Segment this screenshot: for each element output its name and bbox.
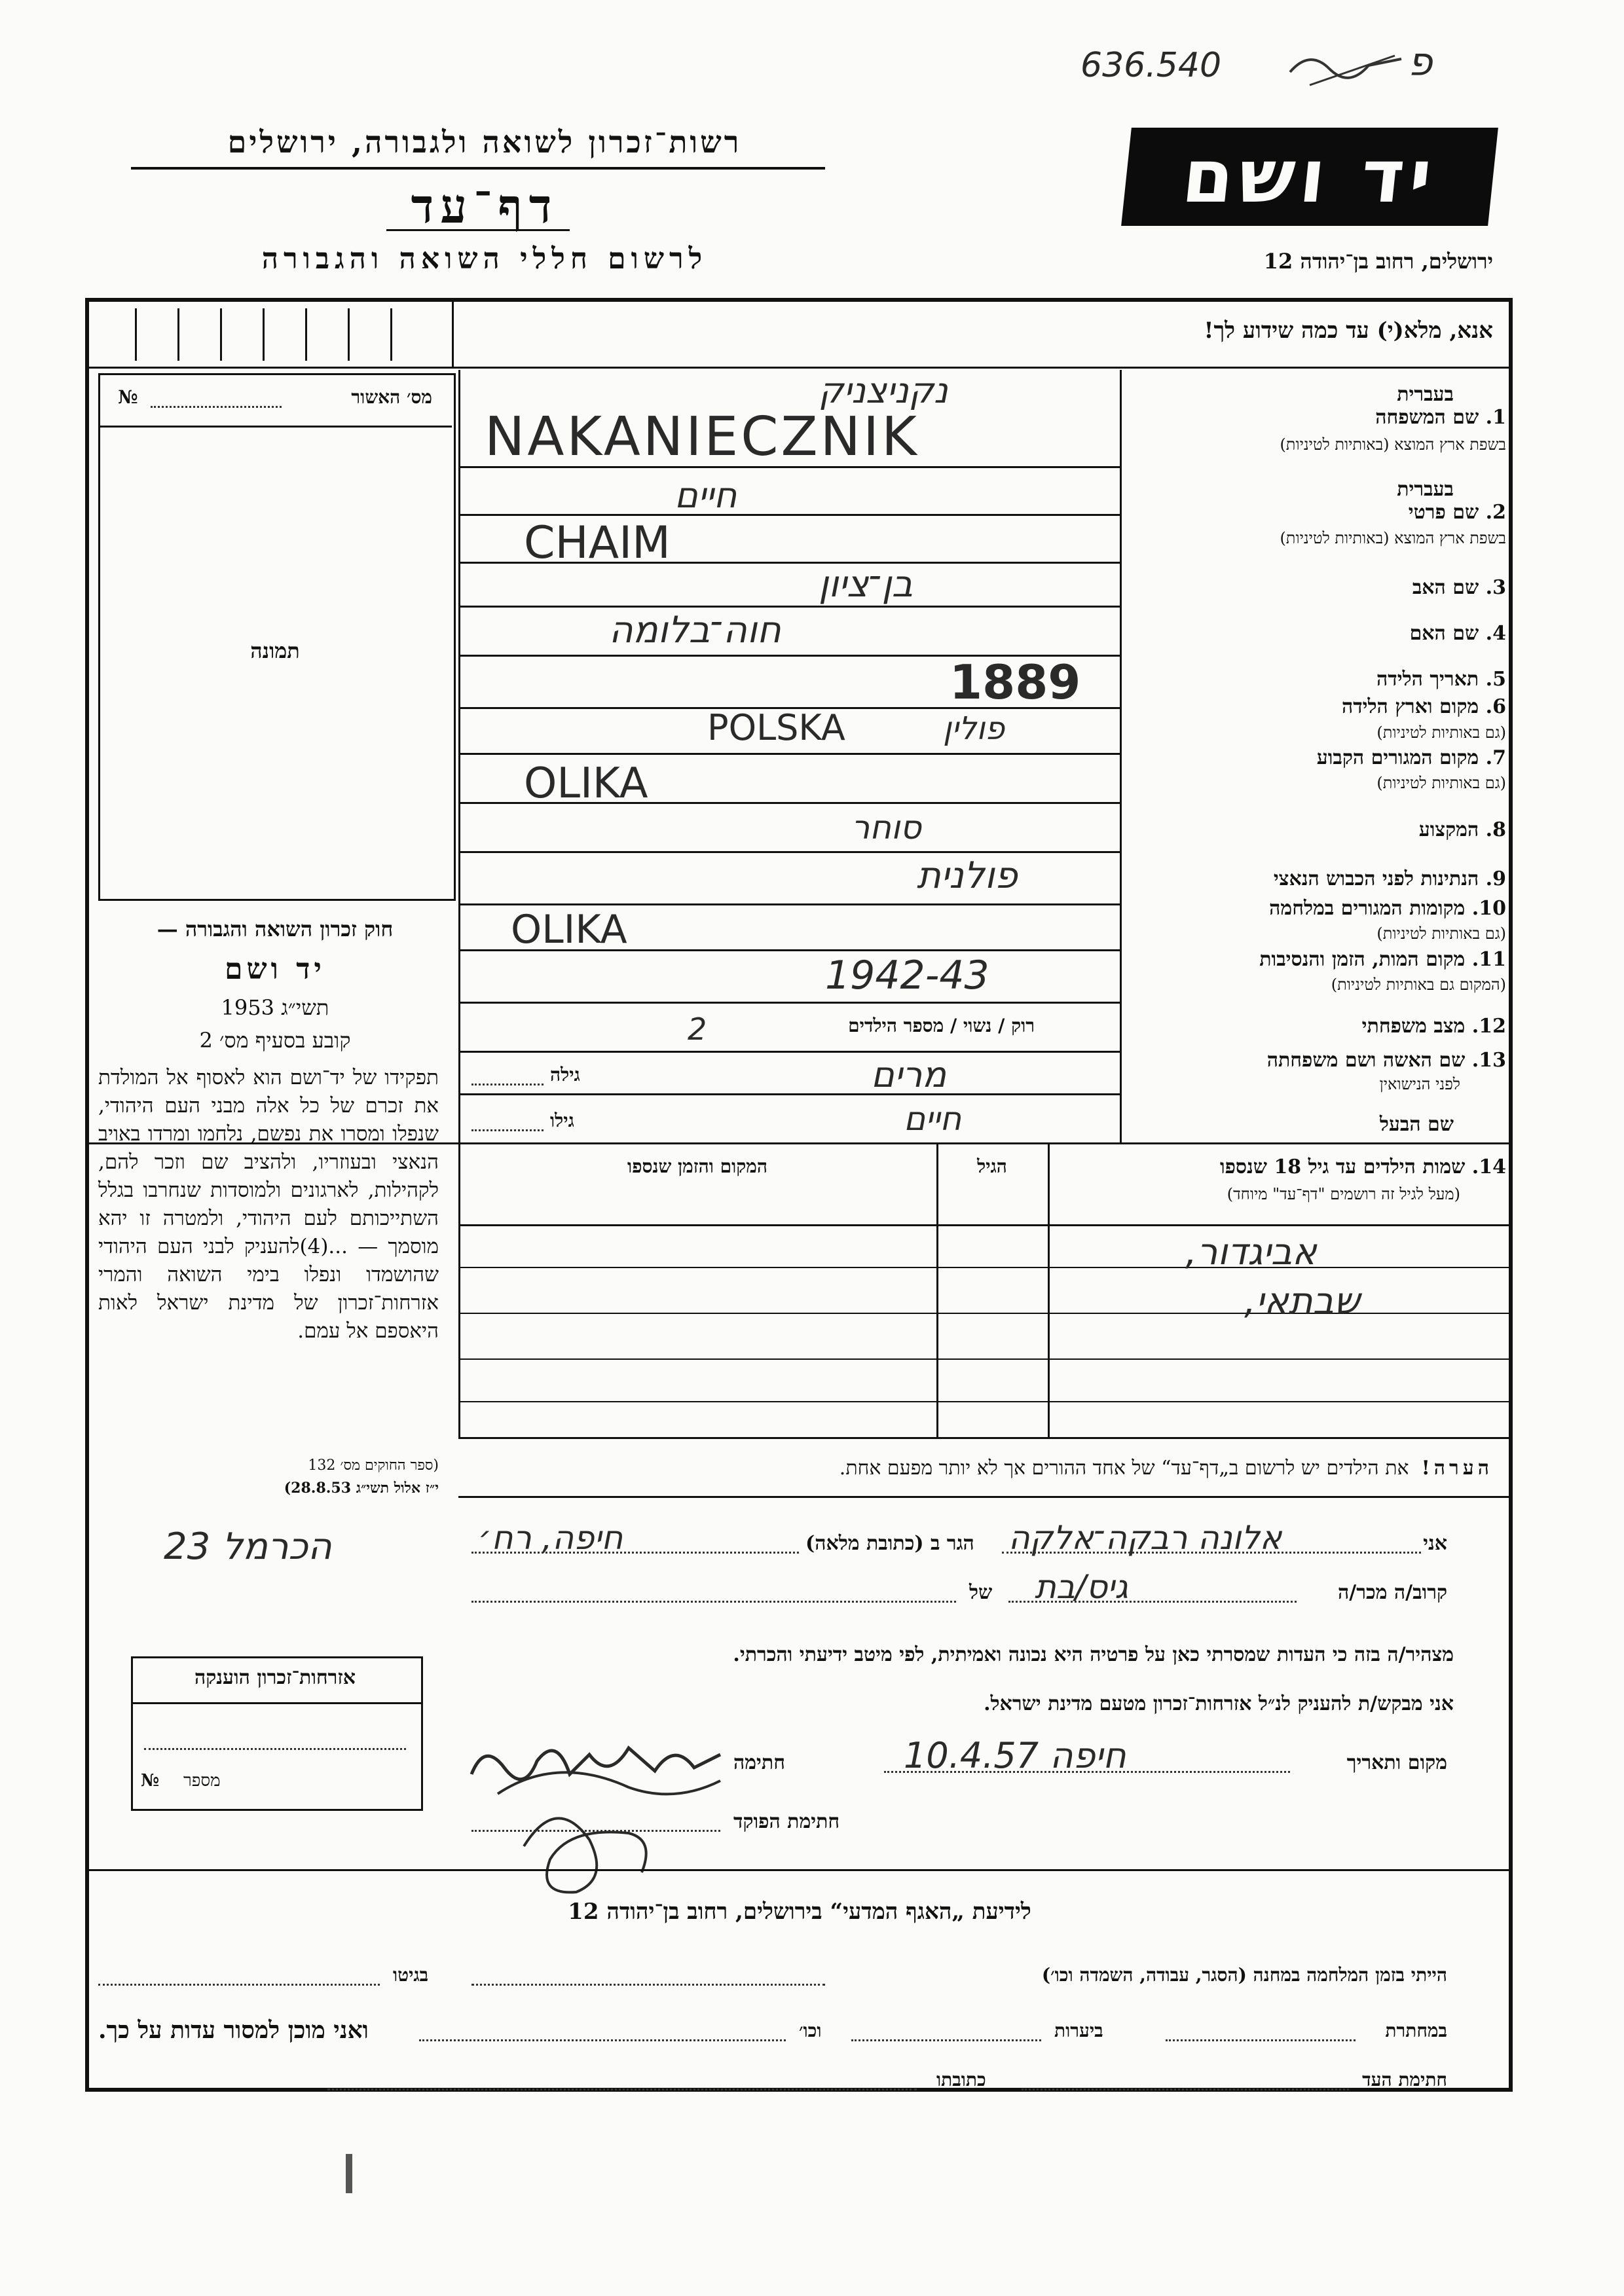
law-text: תפקידו של יד־ושם הוא לאסוף אל המולדת את זכרם של כל אלה מבני העם היהודי, שנפלו ומסרו את נפשם, נלחמו ומרדו באויב הנאצי ובעוזריו, ולהציב שם וזכר להם, לקהילות, לארגונים ולמוסדות שנחרבו בגלל השתייכותם לעם היהודי, ולמטרה זו יהא מוסמך — ...(4)להעניק לבני העם היהודי שהושמדו ונפלו בימי השואה והמרי אזרחות־זכרון של מדינת ישראל לאות היאספם אל עמם. [98,1066,439,1343]
note: הערה! את הילדים יש לרשום ב„דף־עד“ של אחד ההורים אך לא יותר מפעם אחת. [839,1457,1493,1480]
f13-age-dots [471,1084,544,1085]
f11-value: 1942-43 [825,953,989,998]
f13-age-label: גילה [550,1064,580,1085]
officer-signature [498,1781,668,1905]
decl-relation: גיס/בת [1035,1568,1128,1606]
f10-value: OLIKA [511,907,627,953]
law-name: יד ושם [225,953,325,986]
approval-rule [98,426,452,428]
f4-label: 4. שם האם [1409,622,1506,645]
f6-value-latin: POLSKA [707,707,845,748]
approval-dots [151,406,282,408]
f2-label: 2. שם פרטי [1408,501,1506,524]
f14-sub: (מעל לגיל זה רושמים "דף־עד" מיוחד) [1227,1185,1460,1203]
form-subtitle: לרשום חללי השואה והגבורה [261,242,708,276]
decl-place-date-label: מקום ותאריך [1346,1751,1447,1774]
f12-label: 12. מצב משפחתי [1361,1015,1506,1038]
note-rule [458,1496,1510,1498]
f9-label: 9. הנתינות לפני הכבוש הנאצי [1273,867,1506,890]
children-bottom-rule [458,1437,1510,1439]
child-1: אביגדור, [1185,1231,1317,1273]
footer-line2-d: ואני מוכן למסור עדות על כך. [98,2016,369,2044]
children-header-rule [458,1224,1510,1226]
citizenship-rule [131,1702,421,1704]
instruction-rule [89,367,1510,369]
f2-value-hebrew: חיים [674,475,737,516]
f1-value-latin: NAKANIECZNIK [485,406,919,468]
footer-line2-c: וכו׳ [799,2020,822,2041]
citizenship-number-label: מספר [183,1771,221,1791]
f14-label: 14. שמות הילדים עד גיל 18 שנספו [1219,1156,1506,1178]
left-panel [98,373,456,901]
f1-hebrew-tag: בעברית [1397,383,1454,406]
f2-sub: בשפת ארץ המוצא (באותיות לטיניות) [1280,529,1506,547]
photo-label: תמונה [250,638,300,663]
child-2: שבתאי, [1244,1280,1360,1322]
archive-number: 636.540 [1080,46,1222,85]
approval-num-sign: № [118,386,138,408]
decl-line4: אני מבקש/ת להעניק לנ״ל אזרחות־זכרון מטעם מדינת ישראל. [984,1692,1454,1715]
footer-line2-b: ביערות [1054,2020,1103,2041]
f6-sub: (גם באותיות לטיניות) [1376,723,1506,742]
f7-value: OLIKA [524,759,648,808]
form-title: דף־עד [411,178,559,234]
instruction-text: אנא, מלא(י) עד כמה שידוע לך! [1204,318,1493,344]
law-reference-1: (ספר החוקים מס׳ 132 [308,1457,439,1474]
authority-name: רשות־זכרון לשואה ולגבורה, ירושלים [227,124,742,160]
decl-place-date: חיפה 10.4.57 [904,1735,1126,1776]
top-divider [452,302,454,367]
f13-value: מרים [871,1054,947,1095]
f11-sub: (המקום גם באותיות לטיניות) [1331,975,1506,994]
f7-sub: (גם באותיות לטיניות) [1376,774,1506,792]
f10-label: 10. מקומות המגורים במלחמה [1269,897,1506,920]
f1-label: 1. שם המשפחה [1375,406,1506,429]
law-reference-2: י״ז אלול תשי״ג 28.8.53) [284,1480,439,1497]
husband-age-label: גילו [550,1110,574,1131]
f7-label: 7. מקום המגורים הקבוע [1316,746,1506,769]
children-left-border [458,1142,460,1437]
decl-address-cont: הכרמל 23 [164,1525,332,1568]
f5-value: 1889 [950,655,1081,710]
title-underline [386,229,570,231]
value-left-border [458,370,460,1142]
citizenship-title: אזרחות־זכרון הוענקה [194,1666,356,1689]
f8-value: סוחר [851,809,921,847]
approval-label: מס׳ האשור [351,386,432,408]
logo-address: ירושלים, רחוב בן־יהודה 12 [1263,249,1493,274]
decl-resides: הגר ב (כתובת מלאה) [805,1532,974,1555]
punch-mark [346,2154,352,2193]
f8-label: 8. המקצוע [1418,818,1506,841]
husband-value: חיים [904,1100,962,1138]
footer-line3-b: כתובתו [936,2069,986,2090]
children-age-right [1048,1142,1050,1437]
yad-vashem-logo: יד ושם [1121,128,1498,226]
f2-hebrew-tag: בעברית [1397,478,1454,501]
f6-value-hebrew: פולין [943,710,1005,747]
f14-age-header: הגיל [977,1156,1007,1177]
decl-relation-prefix: קרוב/ה מכר/ה [1338,1581,1447,1604]
f4-value: חוה־בלומה [609,609,781,651]
scribble-mark [1283,46,1408,92]
officer-signature-label: חתימת הפוקד [733,1810,840,1833]
husband-label: שם הבעל [1379,1113,1454,1136]
f2-value-latin: CHAIM [524,517,671,569]
decl-prefix: אני [1423,1532,1447,1555]
f1-sub: בשפת ארץ המוצא (באותיות לטיניות) [1280,435,1506,454]
law-title: חוק זכרון השואה והגבורה — [157,917,394,941]
citizenship-dots [144,1748,406,1750]
f5-label: 5. תאריך הלידה [1376,668,1506,691]
decl-of: של [969,1581,993,1604]
footer-line1-a: הייתי בזמן המלחמה במחנה (הסגר, עבודה, השמדה וכו׳) [1041,1964,1447,1986]
footer-line3-a: חתימת העד [1362,2069,1447,2090]
law-year: תשי״ג 1953 [221,995,329,1020]
f3-label: 3. שם האב [1412,576,1506,599]
footer-line1-b: בגיטו [393,1964,429,1986]
children-age-left [936,1142,938,1437]
husband-age-dots [471,1129,544,1131]
law-clause: קובע בסעיף מס׳ 2 [199,1028,351,1053]
decl-name: אלונה רבקה־אלקה [1008,1519,1282,1557]
f10-sub: (גם באותיות לטיניות) [1376,924,1506,943]
header-rule [131,167,825,170]
decl-signature-label: חתימה [733,1751,785,1774]
f9-value: פולנית [917,854,1018,897]
footer-title: לידיעת „האגף המדעי“ בירושלים, רחוב בן־יהודה 12 [568,1899,1031,1925]
citizenship-num-sign: № [141,1771,160,1791]
f6-label: 6. מקום וארץ הלידה [1341,695,1506,718]
f3-value: בן־ציון [819,563,913,606]
f14-place-header: המקום והזמן שנספו [627,1156,767,1177]
decl-address: חיפה, רח׳ [478,1519,623,1557]
f1-value-hebrew: נקניצניק [819,370,948,411]
footer-line2-a: במחתרת [1385,2020,1447,2041]
f13-sub: לפני הנישואין [1379,1075,1460,1093]
office-boxes [89,302,456,367]
f12-options: רוק / נשוי / מספר הילדים [848,1015,1035,1036]
corner-mark: פ [1408,39,1433,85]
f13-label: 13. שם האשה ושם משפחתה [1266,1049,1506,1072]
footer-rule [89,1869,1510,1871]
decl-line3: מצהיר/ה בזה כי העדות שמסרתי כאן על פרטיה היא נכונה ואמיתית, לפי מיטב ידיעתי והכרתי. [733,1643,1454,1666]
f11-label: 11. מקום המות, הזמן והנסיבות [1259,948,1506,971]
label-left-border [1120,370,1122,1142]
f12-value: 2 [688,1011,707,1047]
